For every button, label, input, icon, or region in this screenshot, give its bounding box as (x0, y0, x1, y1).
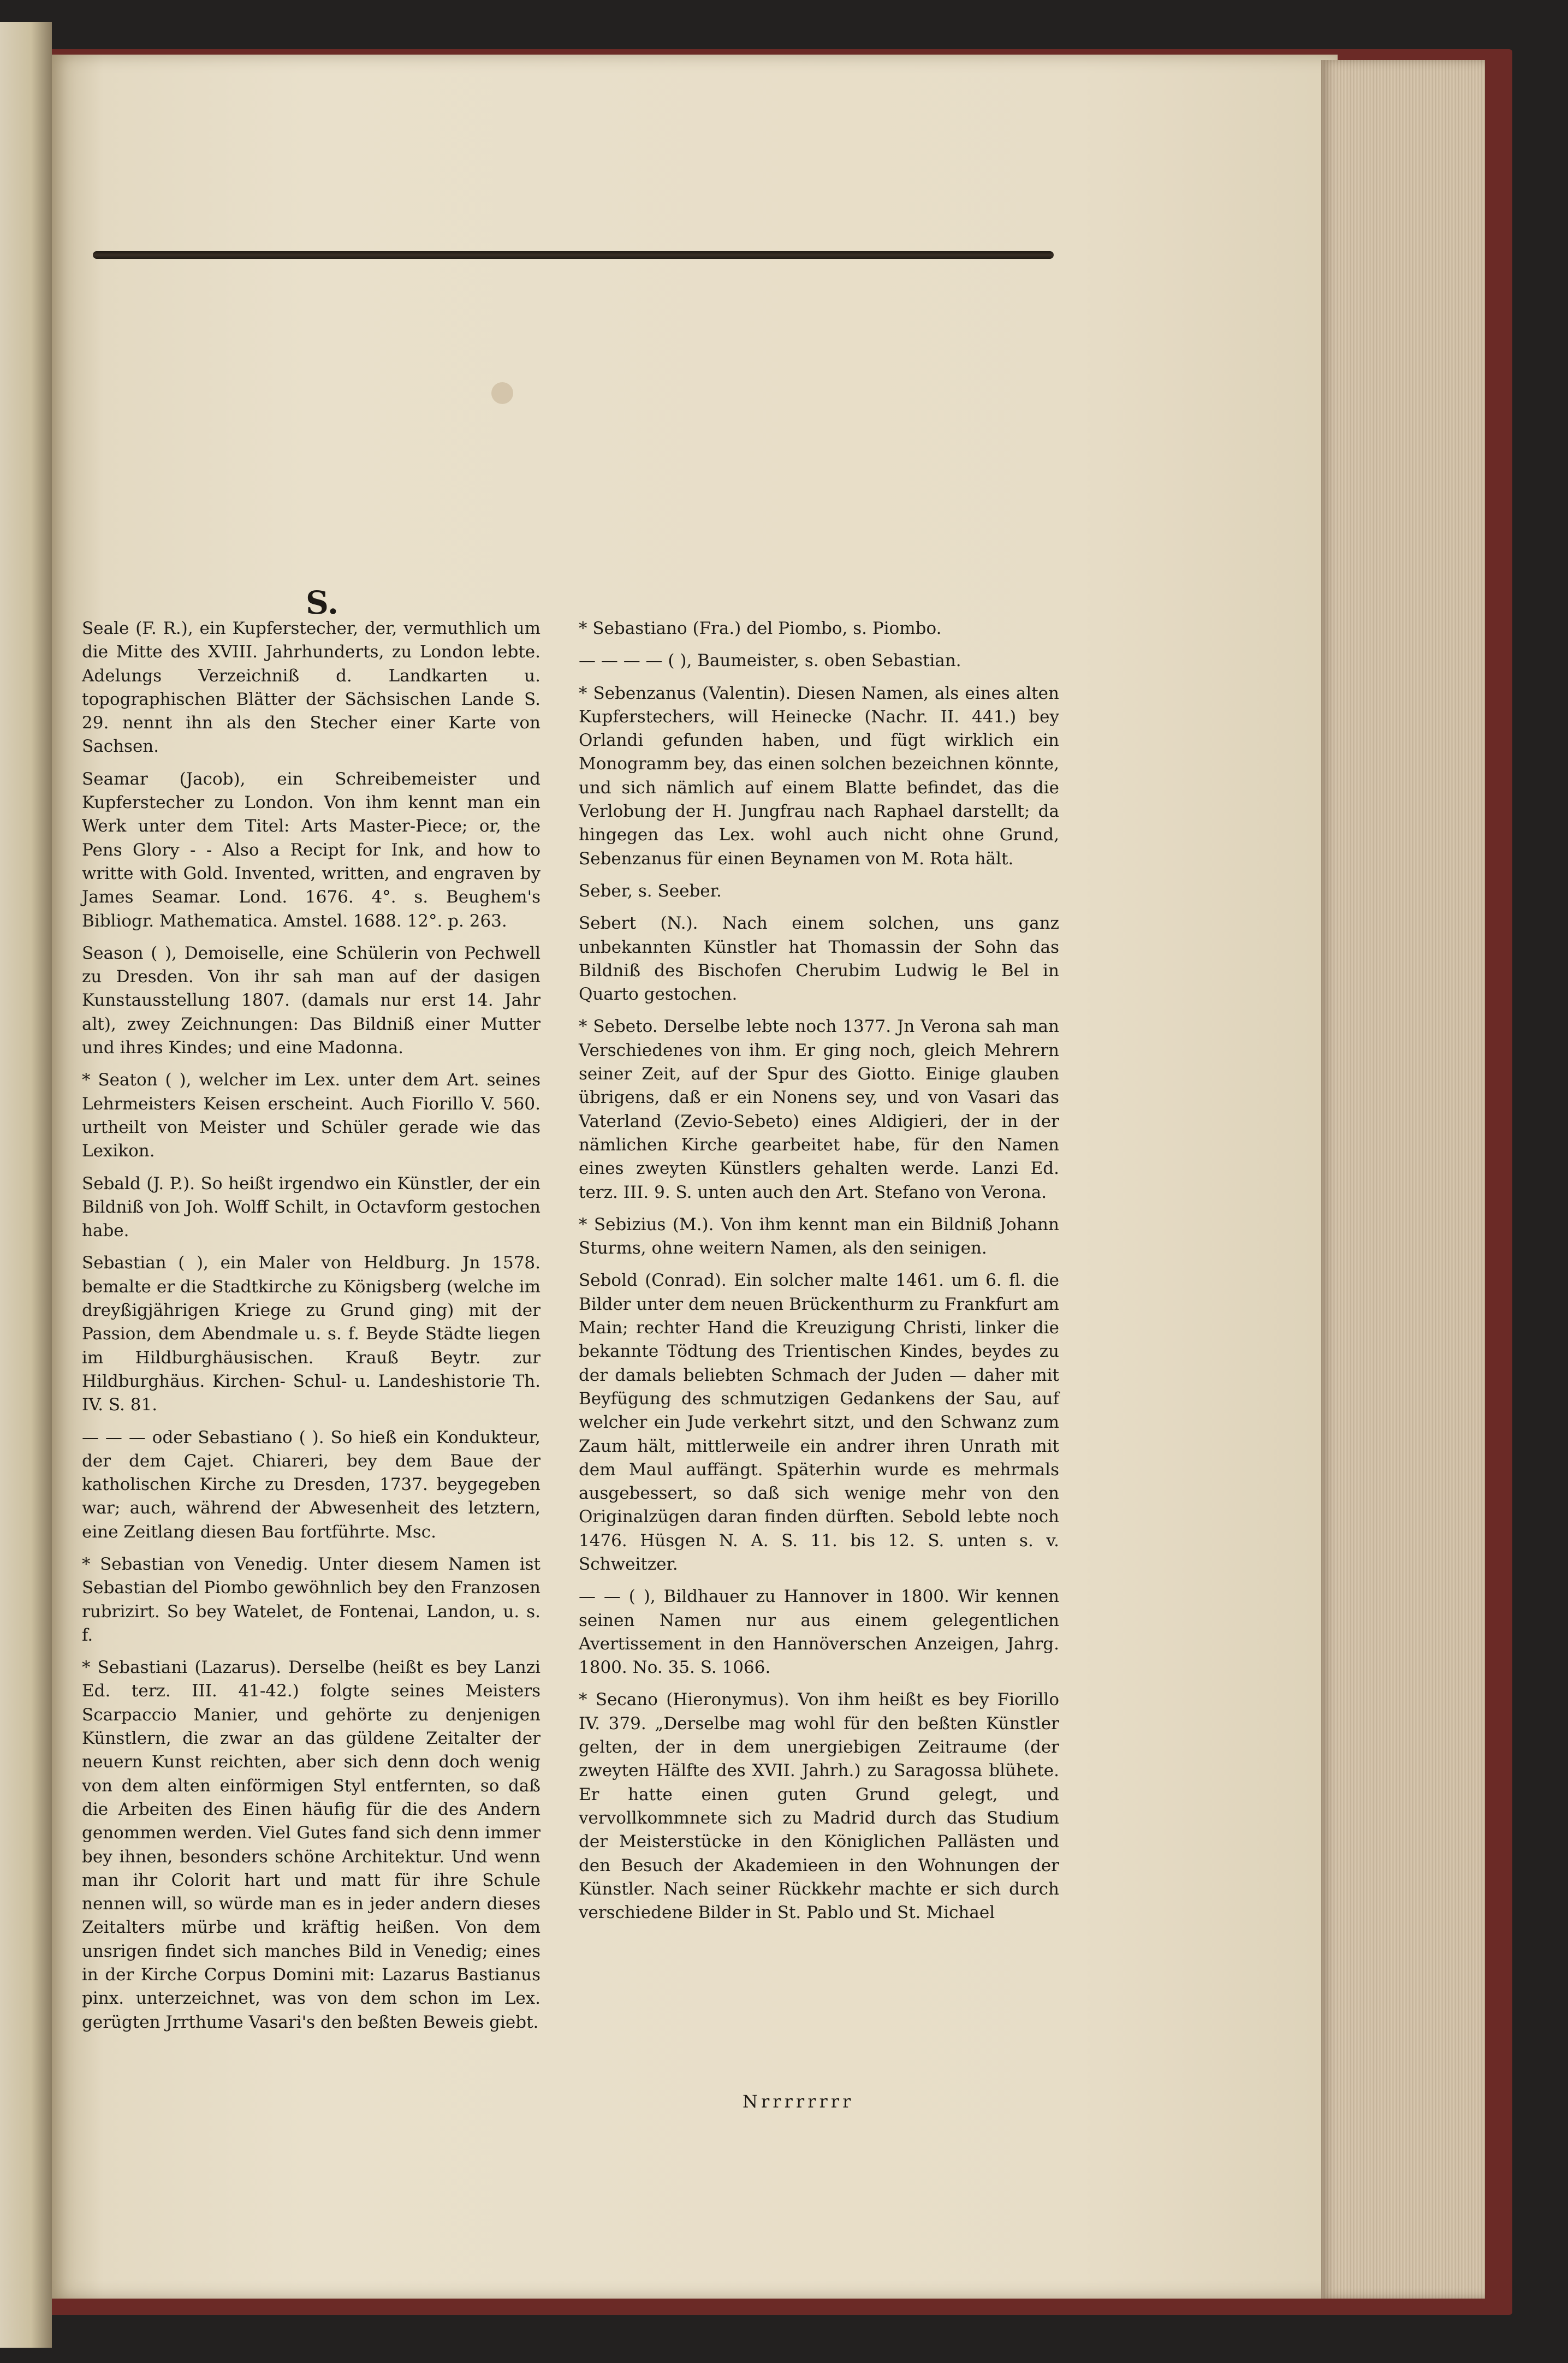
entry-season: Season ( ), Demoiselle, eine Schülerin von Pechwell zu Dresden. Von ihr sah man auf der dasigen Kunstausstellung 1807. (damals nur erst 14. Jahr alt), zwey Zeichnungen: Das Bildniß einer Mutter und ihres Kindes; und eine Madonna. (82, 943, 541, 1058)
entry-secano: * Secano (Hieronymus). Von ihm heißt es bey Fiorillo IV. 379. „Derselbe mag wohl für den beßten Künstler gelten, der in dem unergiebigen Zeitraume (der zweyten Hälfte des XVII. Jahrh.) zu Saragossa blühete. Er hatte einen guten Grund gelegt, und vervollkommnete sich zu Madrid durch das Studium der Meisterstücke in den Königlichen Pallästen und den Besuch der Akademieen in den Wohnungen der Künstler. Nach seiner Rückkehr machte er sich durch verschiedene Bilder in St. Pablo und St. Michael (579, 1690, 1059, 1923)
paper-stain (491, 382, 513, 404)
entry-sebastian-von-venedig: * Sebastian von Venedig. Unter diesem Namen ist Sebastian del Piombo gewöhnlich bey den Franzosen rubrizirt. So bey Watelet, de Fontenai, Landon, u. s. f. (82, 1554, 541, 1645)
section-letter: S. (306, 584, 339, 621)
signature-mark: Nrrrrrrrr (743, 2091, 854, 2112)
entry-sebastian: Sebastian ( ), ein Maler von Heldburg. Jn 1578. bemalte er die Stadtkirche zu Königsberg (welche im dreyßigjährigen Kriege zu Grund ging) mit der Passion, dem Abendmale u. s. f. Beyde Städte liegen im Hildburghäusischen. Krauß Beytr. zur Hildburghäus. Kirchen- Schul- u. Landeshistorie Th. IV. S. 81. (82, 1253, 541, 1415)
entry-seaton: * Seaton ( ), welcher im Lex. unter dem Art. seines Lehrmeisters Keisen erscheint. Auch Fiorillo V. 560. urtheilt von Meister und Schüler gerade wie das Lexikon. (82, 1070, 541, 1161)
entry-sebastiano-kondukteur: — — — oder Sebastiano ( ). So hieß ein Kondukteur, der dem Cajet. Chiareri, bey dem Baue der katholischen Kirche zu Dresden, 1737. beygegeben war; auch, während der Abwesenheit des letztern, eine Zeitlang diesen Bau fortführte. Msc. (82, 1427, 541, 1542)
left-column (82, 617, 541, 2043)
entry-sebold: Sebold (Conrad). Ein solcher malte 1461. um 6. fl. die Bilder unter dem neuen Brückenthurm zu Frankfurt am Main; rechter Hand die Kreuzigung Christi, linker die bekannte Tödtung des Trientischen Kindes, beydes zu der damals beliebten Schmach der Juden — daher mit Beyfügung des schmutzigen Gedankens der Sau, auf welcher ein Jude verkehrt sitzt, und den Schwanz zum Zaum hält, mittlerweile ein andrer ihren Unrath mit dem Maul auffängt. Späterhin wurde es mehrmals ausgebessert, so daß sich wenige mehr von den Originalzügen daran finden dürften. Sebold lebte noch 1476. Hüsgen N. A. S. 11. bis 12. S. unten s. v. Schweitzer. (579, 1270, 1059, 1574)
header-rule (93, 251, 1054, 259)
entry-seber: Seber, s. Seeber. (579, 881, 722, 901)
entry-sebert: Sebert (N.). Nach einem solchen, uns ganz unbekannten Künstler hat Thomassin der Sohn das Bildniß des Bischofen Cherubim Ludwig le Bel in Quarto gestochen. (579, 913, 1059, 1005)
entry-seale: Seale (F. R.), ein Kupferstecher, der, vermuthlich um die Mitte des XVIII. Jahrhunderts, zu London lebte. Adelungs Verzeichniß d. Landkarten u. topographischen Blätter der Sächsischen Lande S. 29. nennt ihn als den Stecher einer Karte von Sachsen. (82, 619, 541, 757)
entry-sebenzanus: * Sebenzanus (Valentin). Diesen Namen, als eines alten Kupferstechers, will Heinecke (Nachr. II. 441.) bey Orlandi gefunden haben, und fügt wirklich ein Monogramm bey, das einen solchen bezeichnen könnte, und sich nämlich auf einem Blatte befindet, das die Verlobung der H. Jungfrau nach Raphael darstellt; da hingegen das Lex. wohl auch nicht ohne Grund, Sebenzanus für einen Beynamen von M. Rota hält. (579, 683, 1059, 869)
entry-sebizius: * Sebizius (M.). Von ihm kennt man ein Bildniß Johann Sturms, ohne weitern Namen, als den seinigen. (579, 1214, 1059, 1258)
entry-bildhauer-hannover: — — ( ), Bildhauer zu Hannover in 1800. Wir kennen seinen Namen nur aus einem gelegentlichen Avertissement in den Hannöverschen Anzeigen, Jahrg. 1800. No. 35. S. 1066. (579, 1587, 1059, 1678)
entry-baumeister: — — — — ( ), Baumeister, s. oben Sebastian. (579, 651, 961, 671)
right-column (579, 617, 1059, 1933)
page-fore-edge (1321, 60, 1485, 2299)
entry-sebald: Sebald (J. P.). So heißt irgendwo ein Künstler, der ein Bildniß von Joh. Wolff Schilt, in Octavform gestochen habe. (82, 1173, 541, 1241)
entry-sebeto: * Sebeto. Derselbe lebte noch 1377. Jn Verona sah man Verschiedenes von ihm. Er ging noch, gleich Mehrern seiner Zeit, auf der Spur des Giotto. Einige glauben übrigens, daß er ein Nonens sey, und von Vasari das Vaterland (Zevio-Sebeto) eines Aldigieri, der in der nämlichen Kirche gearbeitet habe, für den Namen eines zweyten Künstlers gehalten werde. Lanzi Ed. terz. III. 9. S. unten auch den Art. Stefano von Verona. (579, 1017, 1059, 1202)
left-page-edge (0, 22, 52, 2348)
entry-sebastiani: * Sebastiani (Lazarus). Derselbe (heißt es bey Lanzi Ed. terz. III. 41-42.) folgte seines Meisters Scarpaccio Manier, und gehörte zu denjenigen Künstlern, die zwar an das güldene Zeitalter der neuern Kunst reichten, aber sich denn doch wenig von dem alten einförmigen Styl entfernten, so daß die Arbeiten des Einen häufig für die des Andern genommen werden. Viel Gutes fand sich denn immer bey ihnen, besonders schöne Architektur. Und wenn man ihr Colorit hart und matt für ihre Schule nennen will, so würde man es in jeder andern dieses Zeitalters mürbe und kräftig heißen. Von dem unsrigen findet sich manches Bild in Venedig; eines in der Kirche Corpus Domini mit: Lazarus Bastianus pinx. unterzeichnet, was von dem schon im Lex. gerügten Jrrthume Vasari's den beßten Beweis giebt. (82, 1658, 541, 2032)
entry-sebastiano-del-piombo: * Sebastiano (Fra.) del Piombo, s. Piombo. (579, 619, 942, 638)
entry-seamar: Seamar (Jacob), ein Schreibemeister und Kupferstecher zu London. Von ihm kennt man ein Werk unter dem Titel: Arts Master-Piece; or, the Pens Glory - - Also a Recipt for Ink, and how to writte with Gold. Invented, written, and engraven by James Seamar. Lond. 1676. 4°. s. Beughem's Bibliogr. Mathematica. Amstel. 1688. 12°. p. 263. (82, 769, 541, 931)
